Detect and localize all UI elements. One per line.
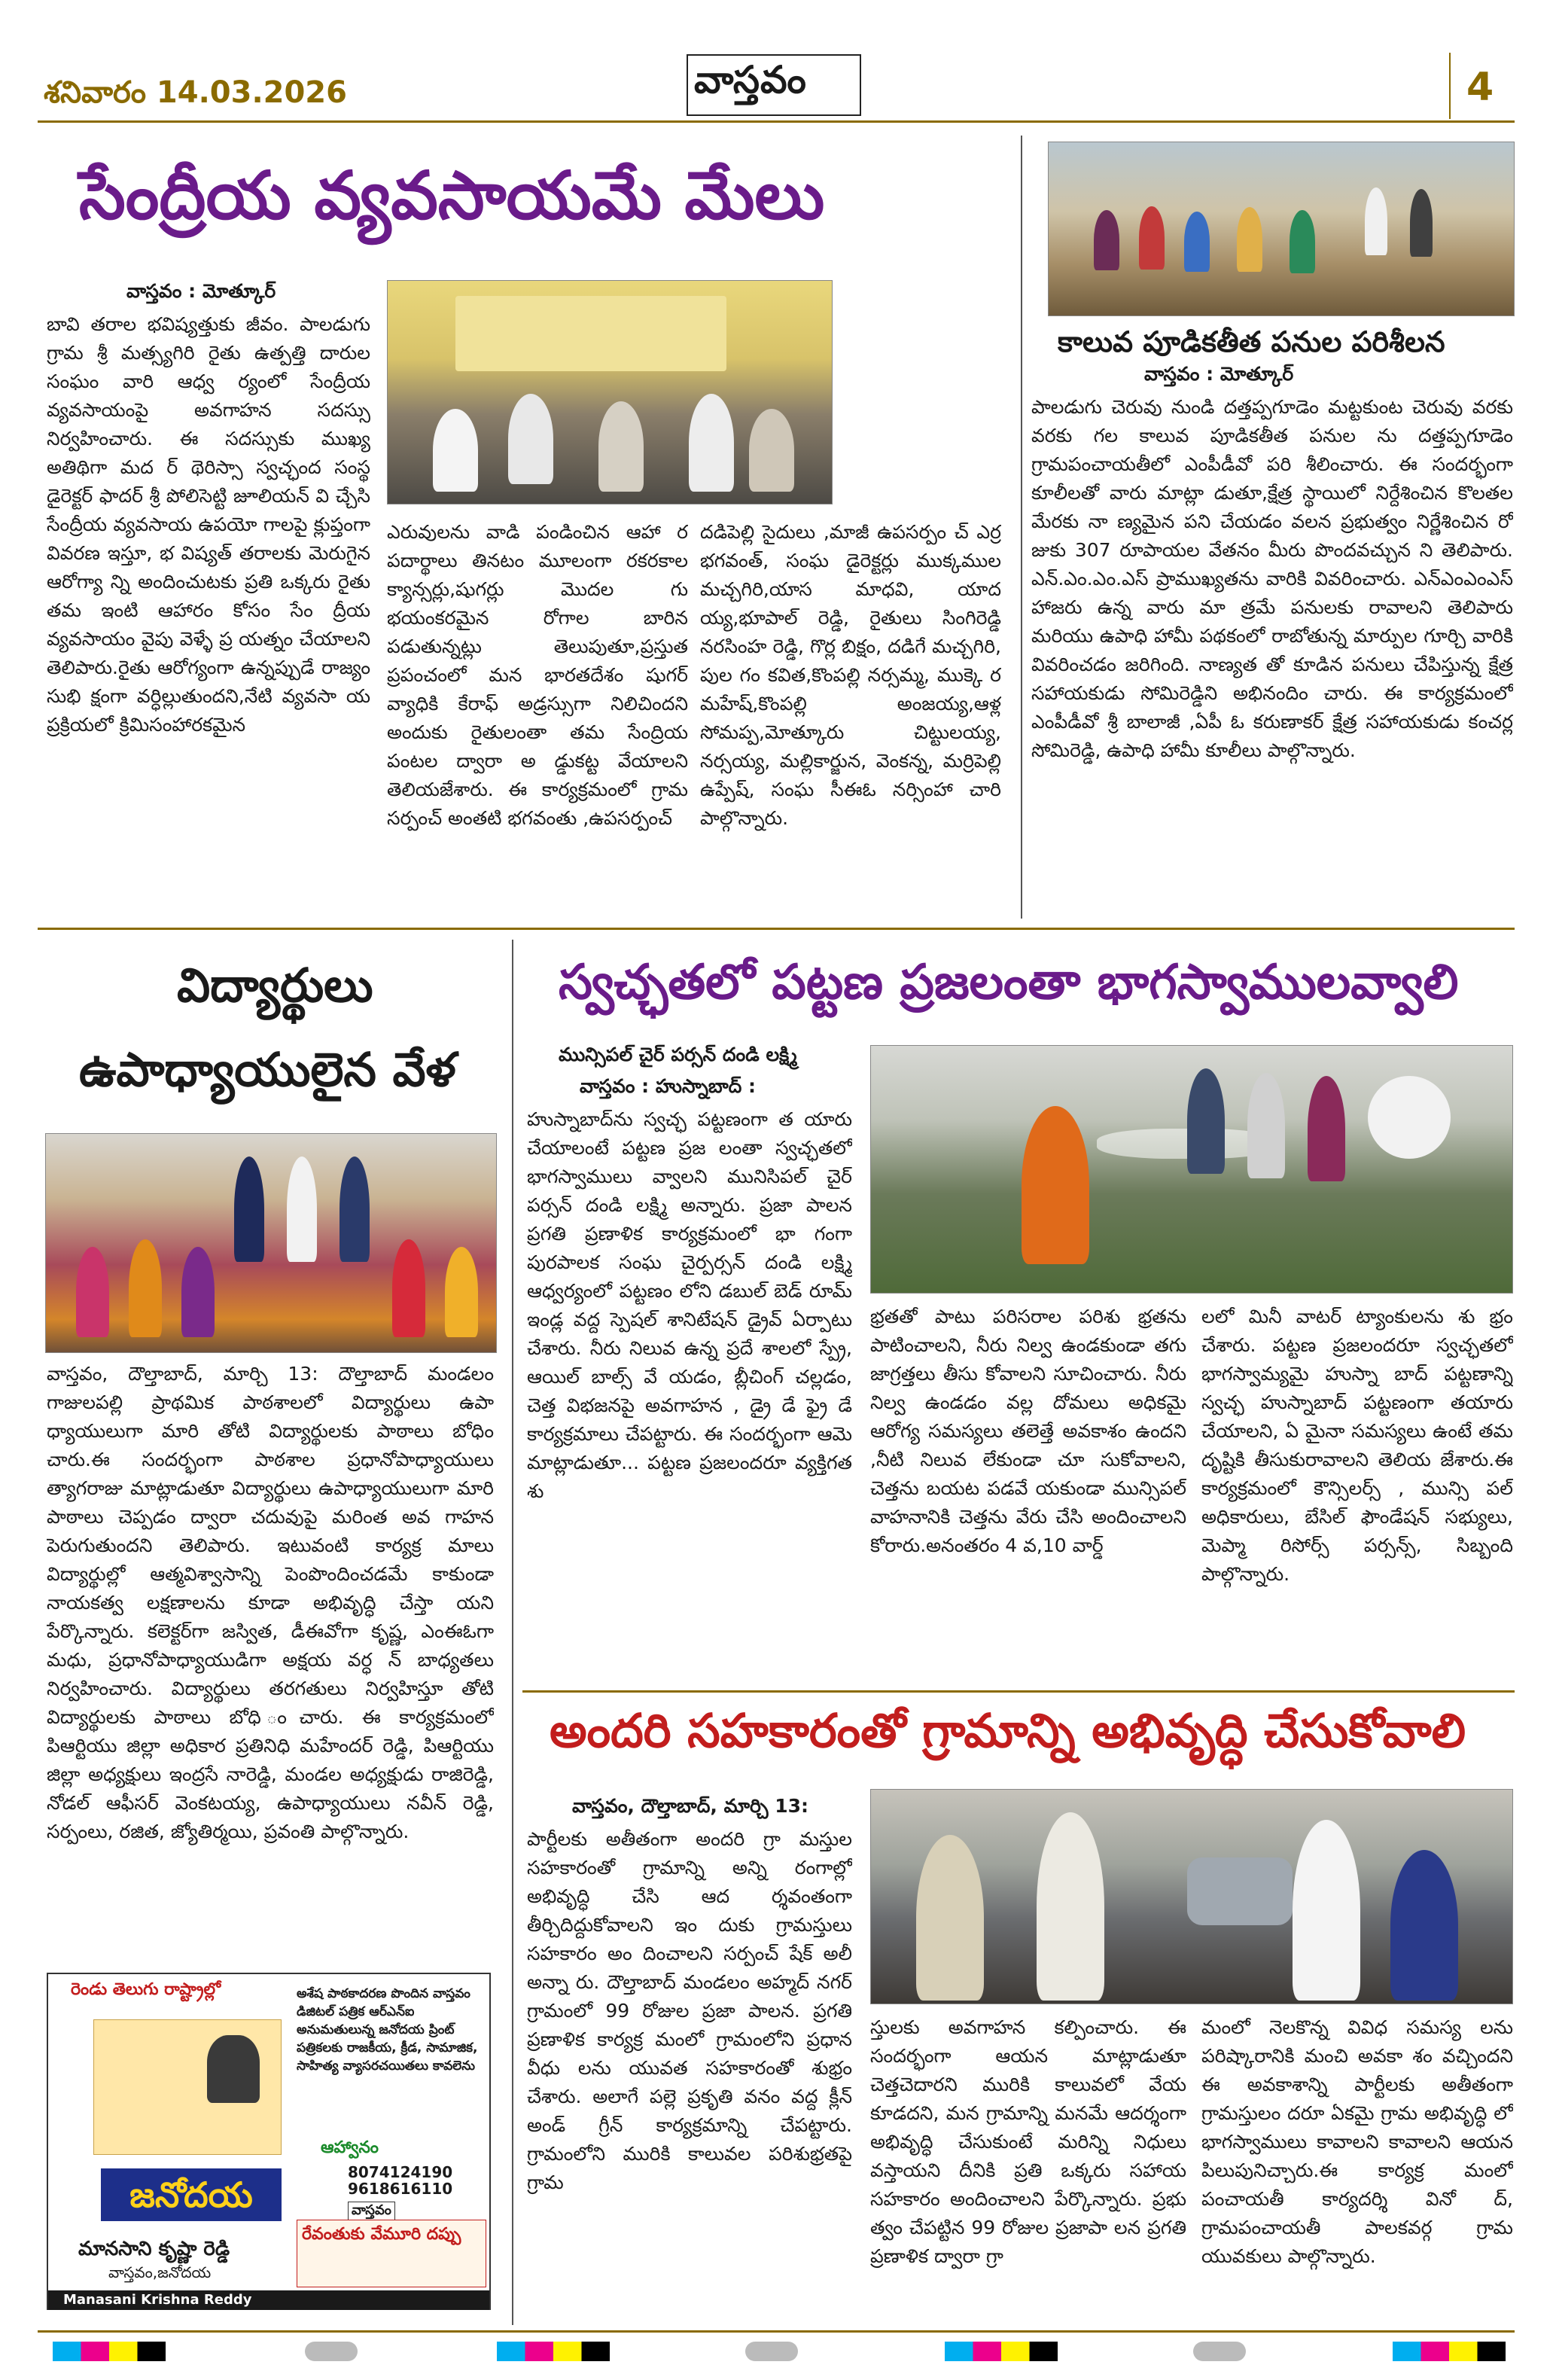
- story1-headline: సేంద్రీయ వ్యవసాయమే మేలు: [79, 157, 825, 234]
- paper-logo: [687, 54, 861, 116]
- story2-photo: [1048, 142, 1515, 316]
- registration-bar: [745, 2342, 798, 2361]
- ad-phone-1: 8074124190: [348, 2163, 453, 2181]
- story1-col2: ఎరువులను వాడి పండించిన ఆహా ర పదార్థాలు తినటం మూలంగా రకరకాల క్యాన్సర్లు,షుగర్లు మొదల గు భయంకరమైన రోగాల బారిన పడుతున్నట్లు తెలుపుతూ,ప్రస్తుత ప్రపంచంలో మన భారతదేశం షుగర్ వ్యాధికి కేరాఫ్ అడ్రస్సుగా నిలిచిందని అందుకు రైతులంతా తమ సేంద్రియ పంటల ద్వారా అ డ్డుకట్ట వేయాలని తెలియజేశారు. ఈ కార్యక్రమంలో గ్రామ సర్పంచ్ అంతటి భగవంతు ,ఉపసర్పంచ్: [387, 521, 688, 829]
- story1-photo: [387, 280, 833, 504]
- registration-bar: [305, 2342, 358, 2361]
- ad-revanth-box: [297, 2220, 486, 2287]
- story3-body: వాస్తవం, దౌల్తాబాద్, మార్చి 13: దౌల్తాబాద్ మండలం గాజులపల్లి ప్రాథమిక పాఠశాలలో విద్యార్థులు ఉపా ధ్యాయులుగా మారి తోటి విద్యార్థులకు పాఠాలు బోధిం చారు.ఈ సందర్భంగా పాఠశాల ప్రధానోపాధ్యాయులు త్యాగరాజు మాట్లాడుతూ విద్యార్థులు ఉపాధ్యాయులుగా మారి పాఠాలు చెప్పడం ద్వారా చదువుపై మరింత అవ గాహన పెరుగుతుందని తెలిపారు. ఇటువంటి కార్యక్ర మాలు విద్యార్థుల్లో ఆత్మవిశ్వాసాన్ని పెంపొందించడమే కాకుండా నాయకత్వ లక్షణాలను కూడా అభివృద్ధి చేస్తా యని పేర్కొన్నారు. కలెక్టర్‌గా జస్విత, డీఈవోగా కృష్ణ, ఎంఈఓగా మధు, ప్రధానోపాధ్యాయుడిగా అక్షయ వర్ధ న్ బాధ్యతలు నిర్వహించారు. విద్యార్థులు తరగతులు నిర్వహిస్తూ తోటి విద్యార్థులకు పాఠాలు బోధి ంచారు. ఈ కార్యక్రమంలో పిఆర్టియు జిల్లా అధికార ప్రతినిధి మహేందర్ రెడ్డి, పిఆర్టియు జిల్లా అధ్యక్షులు ఇంద్రసే నారెడ్డి, మండల అధ్యక్షుడు రాజిరెడ్డి, నోడల్ ఆఫీసర్ వెంకటయ్య, ఉపాధ్యాయులు నవీన్ రెడ్డి, సర్పంలు, రజిత, జ్యోతిర్మయి, ప్రవంతి పాల్గొన్నారు.: [47, 1363, 494, 1842]
- ad-person-name: మానసాని కృష్ణా రెడ్డి: [78, 2238, 230, 2260]
- story3-headline-line1: విద్యార్థులు: [177, 958, 373, 1013]
- ad-headline: రెండు తెలుగు రాష్ట్రాల్లో: [71, 1980, 221, 1999]
- story5-col2: స్తులకు అవగాహన కల్పించారు. ఈ సందర్భంగా ఆయన మాట్లాడుతూ చెత్తచెదారని మురికి కాలువలో వేయ కూడదని, మన గ్రామాన్ని మనమే ఆదర్శంగా అభివృద్ధి చేసుకుంటే మరిన్ని నిధులు వస్తాయని దీనికి ప్రతి ఒక్కరు సహాయ సహకారం అందించాలని పేర్కొన్నారు. ప్రభు త్వం చేపట్టిన 99 రోజుల ప్రజాపా లన ప్రగతి ప్రణాళిక ద్వారా గ్రా: [870, 2016, 1186, 2267]
- story4-col1: హుస్నాబాద్‌ను స్వచ్ఛ పట్టణంగా త యారు చేయాలంటే పట్టణ ప్రజ లంతా స్వచ్ఛతలో భాగస్వాములు వ్వాలని మునిసిపల్ చైర్ పర్సన్ దండి లక్ష్మి అన్నారు. ప్రజా పాలన ప్రగతి ప్రణాళిక కార్యక్రమంలో భా గంగా పురపాలక సంఘ చైర్పర్సన్ దండి లక్ష్మి ఆధ్వర్యంలో పట్టణం లోని డబుల్ బెడ్ రూమ్ ఇండ్ల వద్ద స్పెషల్ శానిటేషన్ డ్రైవ్ ఏర్పాటు చేశారు. నీరు నిలువ ఉన్న ప్రదే శాలలో స్ప్రే, ఆయిల్ బాల్స్ వే యడం, బ్లీచింగ్ చల్లడం, చెత్త విభజనపై అవగాహన , డ్రై డే ఫ్రై డే కార్యక్రమాలు చేపట్టారు. ఈ సందర్భంగా ఆమె మాట్లాడుతూ... పట్టణ ప్రజలందరూ వ్యక్తిగత శు: [527, 1108, 852, 1502]
- registration-bar: [945, 2342, 1058, 2361]
- story4-col2: భ్రతతో పాటు పరిసరాల పరిశు భ్రతను పాటించాలని, నీరు నిల్వ ఉండకుండా తగు జాగ్రత్తలు తీసు కోవాలని సూచించారు. నీరు నిల్వ ఉండడం వల్ల దోమలు అధికమై ఆరోగ్య సమస్యలు తలెత్తే అవకాశం ఉందని ,నీటి నిలువ లేకుండా చూ సుకోవాలని, చెత్తను బయట పడవే యకుండా మున్సిపల్ వాహనానికి చెత్తను వేరు చేసి అందించాలని కోరారు.అనంతరం 4 వ,10 వార్డ్: [870, 1306, 1186, 1556]
- column-divider: [512, 940, 513, 2325]
- ad-phone-2: 9618616110: [348, 2180, 453, 2198]
- story2-byline: వాస్తవం : మోత్కూర్: [1144, 363, 1294, 385]
- story5-headline: అందరి సహకారంతో గ్రామాన్ని అభివృద్ధి చేసుకోవాలి: [550, 1703, 1466, 1758]
- story4-byline: వాస్తవం : హుస్నాబాద్ :: [580, 1075, 757, 1097]
- paper-name: వాస్తవం: [694, 57, 807, 102]
- advertisement: [47, 1973, 491, 2310]
- masthead-rule: [38, 120, 1515, 123]
- bottom-rule: [38, 2330, 1515, 2333]
- story1-col3: దడిపెల్లి సైదులు ,మాజీ ఉపసర్పం చ్ ఎర్ర భగవంత్, సంఘ డైరెక్టర్లు ముక్కముల మచ్చగిరి,యాస మాధవి, యాద య్య,భూపాల్ రెడ్డి, రైతులు సింగిరెడ్డి నరసింహ రెడ్డి, గొర్ల బిక్షం, దడిగే మచ్చగిరి, పుల గం కవిత,కొంపల్లి నర్సమ్మ, ముక్కె ర మహేష్,కొంపల్లి అంజయ్య,ఆళ్ల సోమప్ప,మోత్కూరు చిట్టులయ్య, నర్సయ్య, మల్లికార్జున, వెంకన్న, మర్రిపెల్లి ఉప్పేష్, సంఘ సీఈఓ నర్సింహా చారి పాల్గొన్నారు.: [700, 521, 1001, 829]
- section-rule: [522, 1690, 1515, 1693]
- story3-photo: [45, 1133, 497, 1353]
- page-number-divider: [1449, 53, 1451, 119]
- registration-bar: [53, 2342, 166, 2361]
- ad-person-sub: వాస్తవం,జనోదయ: [108, 2263, 212, 2281]
- registration-bar: [1393, 2342, 1506, 2361]
- story3-headline-line2: ఉపాధ్యాయులైన వేళ: [79, 1042, 456, 1097]
- story5-col3: మంలో నెలకొన్న వివిధ సమస్య లను పరిష్కారానికి మంచి అవకా శం వచ్చిందని ఈ అవకాశాన్ని పార్టీలకు అతీతంగా గ్రామస్తులం దరూ ఏకమై గ్రామ అభివృద్ధి లో భాగస్వాములు కావాలని కావాలని ఆయన పిలుపునిచ్చారు.ఈ కార్యక్ర మంలో పంచాయతీ కార్యదర్శి వినో ద్, గ్రామపంచాయతీ పాలకవర్గ గ్రామ యువకులు పాల్గొన్నారు.: [1201, 2016, 1513, 2267]
- ad-revanth-text: రేవంతుకు వేమూరి దప్పు: [302, 2225, 461, 2244]
- section-rule: [38, 928, 1515, 930]
- story2-headline: కాలువ పూడికతీత పనుల పరిశీలన: [1058, 325, 1445, 358]
- ad-body: అశేష పాఠకాదరణ పొందిన వాస్తవం డిజిటల్ పత్రిక ఆర్ఎన్ఐ అనుమతులున్న జనోదయ ప్రింట్ పత్రికలకు రాజకీయ, క్రీడ, సామాజిక, సాహిత్య వ్యాసరచయితలు కావలెను: [297, 1986, 478, 2074]
- ad-mini-logo: వాస్తవం: [348, 2202, 395, 2222]
- registration-bar: [497, 2342, 610, 2361]
- column-divider: [1021, 136, 1022, 919]
- story4-byline-title: మున్సిపల్ చైర్ పర్సన్ దండి లక్ష్మి: [559, 1044, 797, 1065]
- ad-brand: జనోదయ: [101, 2168, 282, 2221]
- ad-image: [93, 2019, 282, 2155]
- story1-col1: బావి తరాల భవిష్యత్తుకు జీవం. పాలడుగు గ్రామ శ్రీ మత్స్యగిరి రైతు ఉత్పత్తి దారుల సంఘం వారి ఆధ్వ ర్యంలో సేంద్రీయ వ్యవసాయంపై అవగాహన సదస్సు నిర్వహించారు. ఈ సదస్సుకు ముఖ్య అతిథిగా మద ర్ థెరిస్సా స్వచ్ఛంద సంస్థ డైరెక్టర్ ఫాదర్ శ్రీ పోలిసెట్టి జూలియన్ వి చ్చేసి సేంద్రీయ వ్యవసాయ ఉపయో గాలపై క్లుప్తంగా వివరణ ఇస్తూ, భ విష్యత్ తరాలకు మెరుగైన ఆరోగ్యా న్ని అందించుటకు ప్రతి ఒక్కరు రైతు తమ ఇంటి ఆహారం కోసం సేం ద్రీయ వ్యవసాయం వైపు వెళ్ళే ప్ర యత్నం చేయాలని తెలిపారు.రైతు ఆరోగ్యంగా ఉన్నప్పుడే రాజ్యం సుభి క్షంగా వర్ధిల్లుతుందని,నేటి వ్యవసా య ప్రక్రియలో క్రిమిసంహారకమైన: [47, 313, 370, 736]
- story2-body: పాలడుగు చెరువు నుండి దత్తప్పగూడెం మట్టకుంట చెరువు వరకు వరకు గల కాలువ పూడికతీత పనుల ను దత్తప్పగూడెం గ్రామపంచాయతీలో ఎంపీడీవో పరి శీలించారు. ఈ సందర్భంగా కూలీలతో వారు మాట్లా డుతూ,క్షేత్ర స్థాయిలో నిర్దేశించిన కొలతల మేరకు నా ణ్యమైన పని చేయడం వలన ప్రభుత్వం నిర్ణేశించిన రో జుకు 307 రూపాయల వేతనం మీరు పొందవచ్చున ని తెలిపారు. ఎన్.ఎం.ఎం.ఎస్ ప్రాముఖ్యతను వారికి వివరించారు. ఎన్ఎంఎంఎస్ హాజరు ఉన్న వారు మా త్రమే పనులకు రావాలని తెలిపారు మరియు ఉపాధి హామీ పథకంలో రాబోతున్న మార్పుల గూర్చి వారికి వివరించడం జరిగింది. నాణ్యత తో కూడిన పనులు చేపిస్తున్న క్షేత్ర సహాయకుడు సోమిరెడ్డిని అభినందిం చారు. ఈ కార్యక్రమంలో ఎంపీడీవో శ్రీ బాలాజీ ,ఏపీ ఓ కరుణాకర్ క్షేత్ర సహాయకుడు కంచర్ల సోమిరెడ్డి, ఉపాధి హామీ కూలీలు పాల్గొన్నారు.: [1031, 396, 1513, 761]
- page-number: 4: [1466, 65, 1494, 110]
- page-date: శనివారం 14.03.2026: [44, 75, 347, 110]
- story1-byline: వాస్తవం : మోత్కూర్: [126, 280, 276, 302]
- story5-photo: [870, 1789, 1513, 2004]
- story4-headline: స్వచ్ఛతలో పట్టణ ప్రజలంతా భాగస్వాములవ్వాలి: [559, 955, 1459, 1010]
- story5-byline: వాస్తవం, దౌల్తాబాద్, మార్చి 13:: [572, 1795, 809, 1817]
- story4-photo: [870, 1045, 1513, 1294]
- story5-col1: పార్టీలకు అతీతంగా అందరి గ్రా మస్తుల సహకారంతో గ్రామాన్ని అన్ని రంగాల్లో అభివృద్ధి చేసి ఆద ర్శవంతంగా తీర్చిదిద్దుకోవాలని ఇం దుకు గ్రామస్తులు సహకారం అం దించాలని సర్పంచ్ షేక్ అలీ అన్నా రు. దౌల్తాబాద్ మండలం అహ్మద్ నగర్ గ్రామంలో 99 రోజుల ప్రజా పాలన. ప్రగతి ప్రణాళిక కార్యక్ర మంలో గ్రామంలోని ప్రధాన వీధు లను యువత సహకారంతో శుభ్రం చేశారు. అలాగే పల్లె ప్రకృతి వనం వద్ద క్లీన్ అండ్ గ్రీన్ కార్యక్రమాన్ని చేపట్టారు. గ్రామంలోని మురికి కాలువల పరిశుభ్రతపై గ్రామ: [527, 1828, 852, 2193]
- story4-col3: లలో మినీ వాటర్ ట్యాంకులను శు భ్రం చేశారు. పట్టణ ప్రజలందరూ స్వచ్ఛతలో భాగస్వామ్యమై హుస్నా బాద్ పట్టణాన్ని స్వచ్ఛ హుస్నాబాద్ పట్టణంగా తయారు చేయాలని, ఏ మైనా సమస్యలు ఉంటే తమ దృష్టికి తీసుకురావాలని తెలియ జేశారు.ఈ కార్యక్రమంలో కౌన్సిలర్స్ , మున్సి పల్ అధికారులు, బేసిల్ ఫౌండేషన్ సభ్యులు, మెప్మా రిసోర్స్ పర్సన్స్, సిబ్బంది పాల్గొన్నారు.: [1201, 1306, 1513, 1585]
- ad-apply: ఆహ్వానం: [321, 2138, 379, 2157]
- registration-bar: [1193, 2342, 1246, 2361]
- ad-footer: Manasani Krishna Reddy: [48, 2290, 489, 2310]
